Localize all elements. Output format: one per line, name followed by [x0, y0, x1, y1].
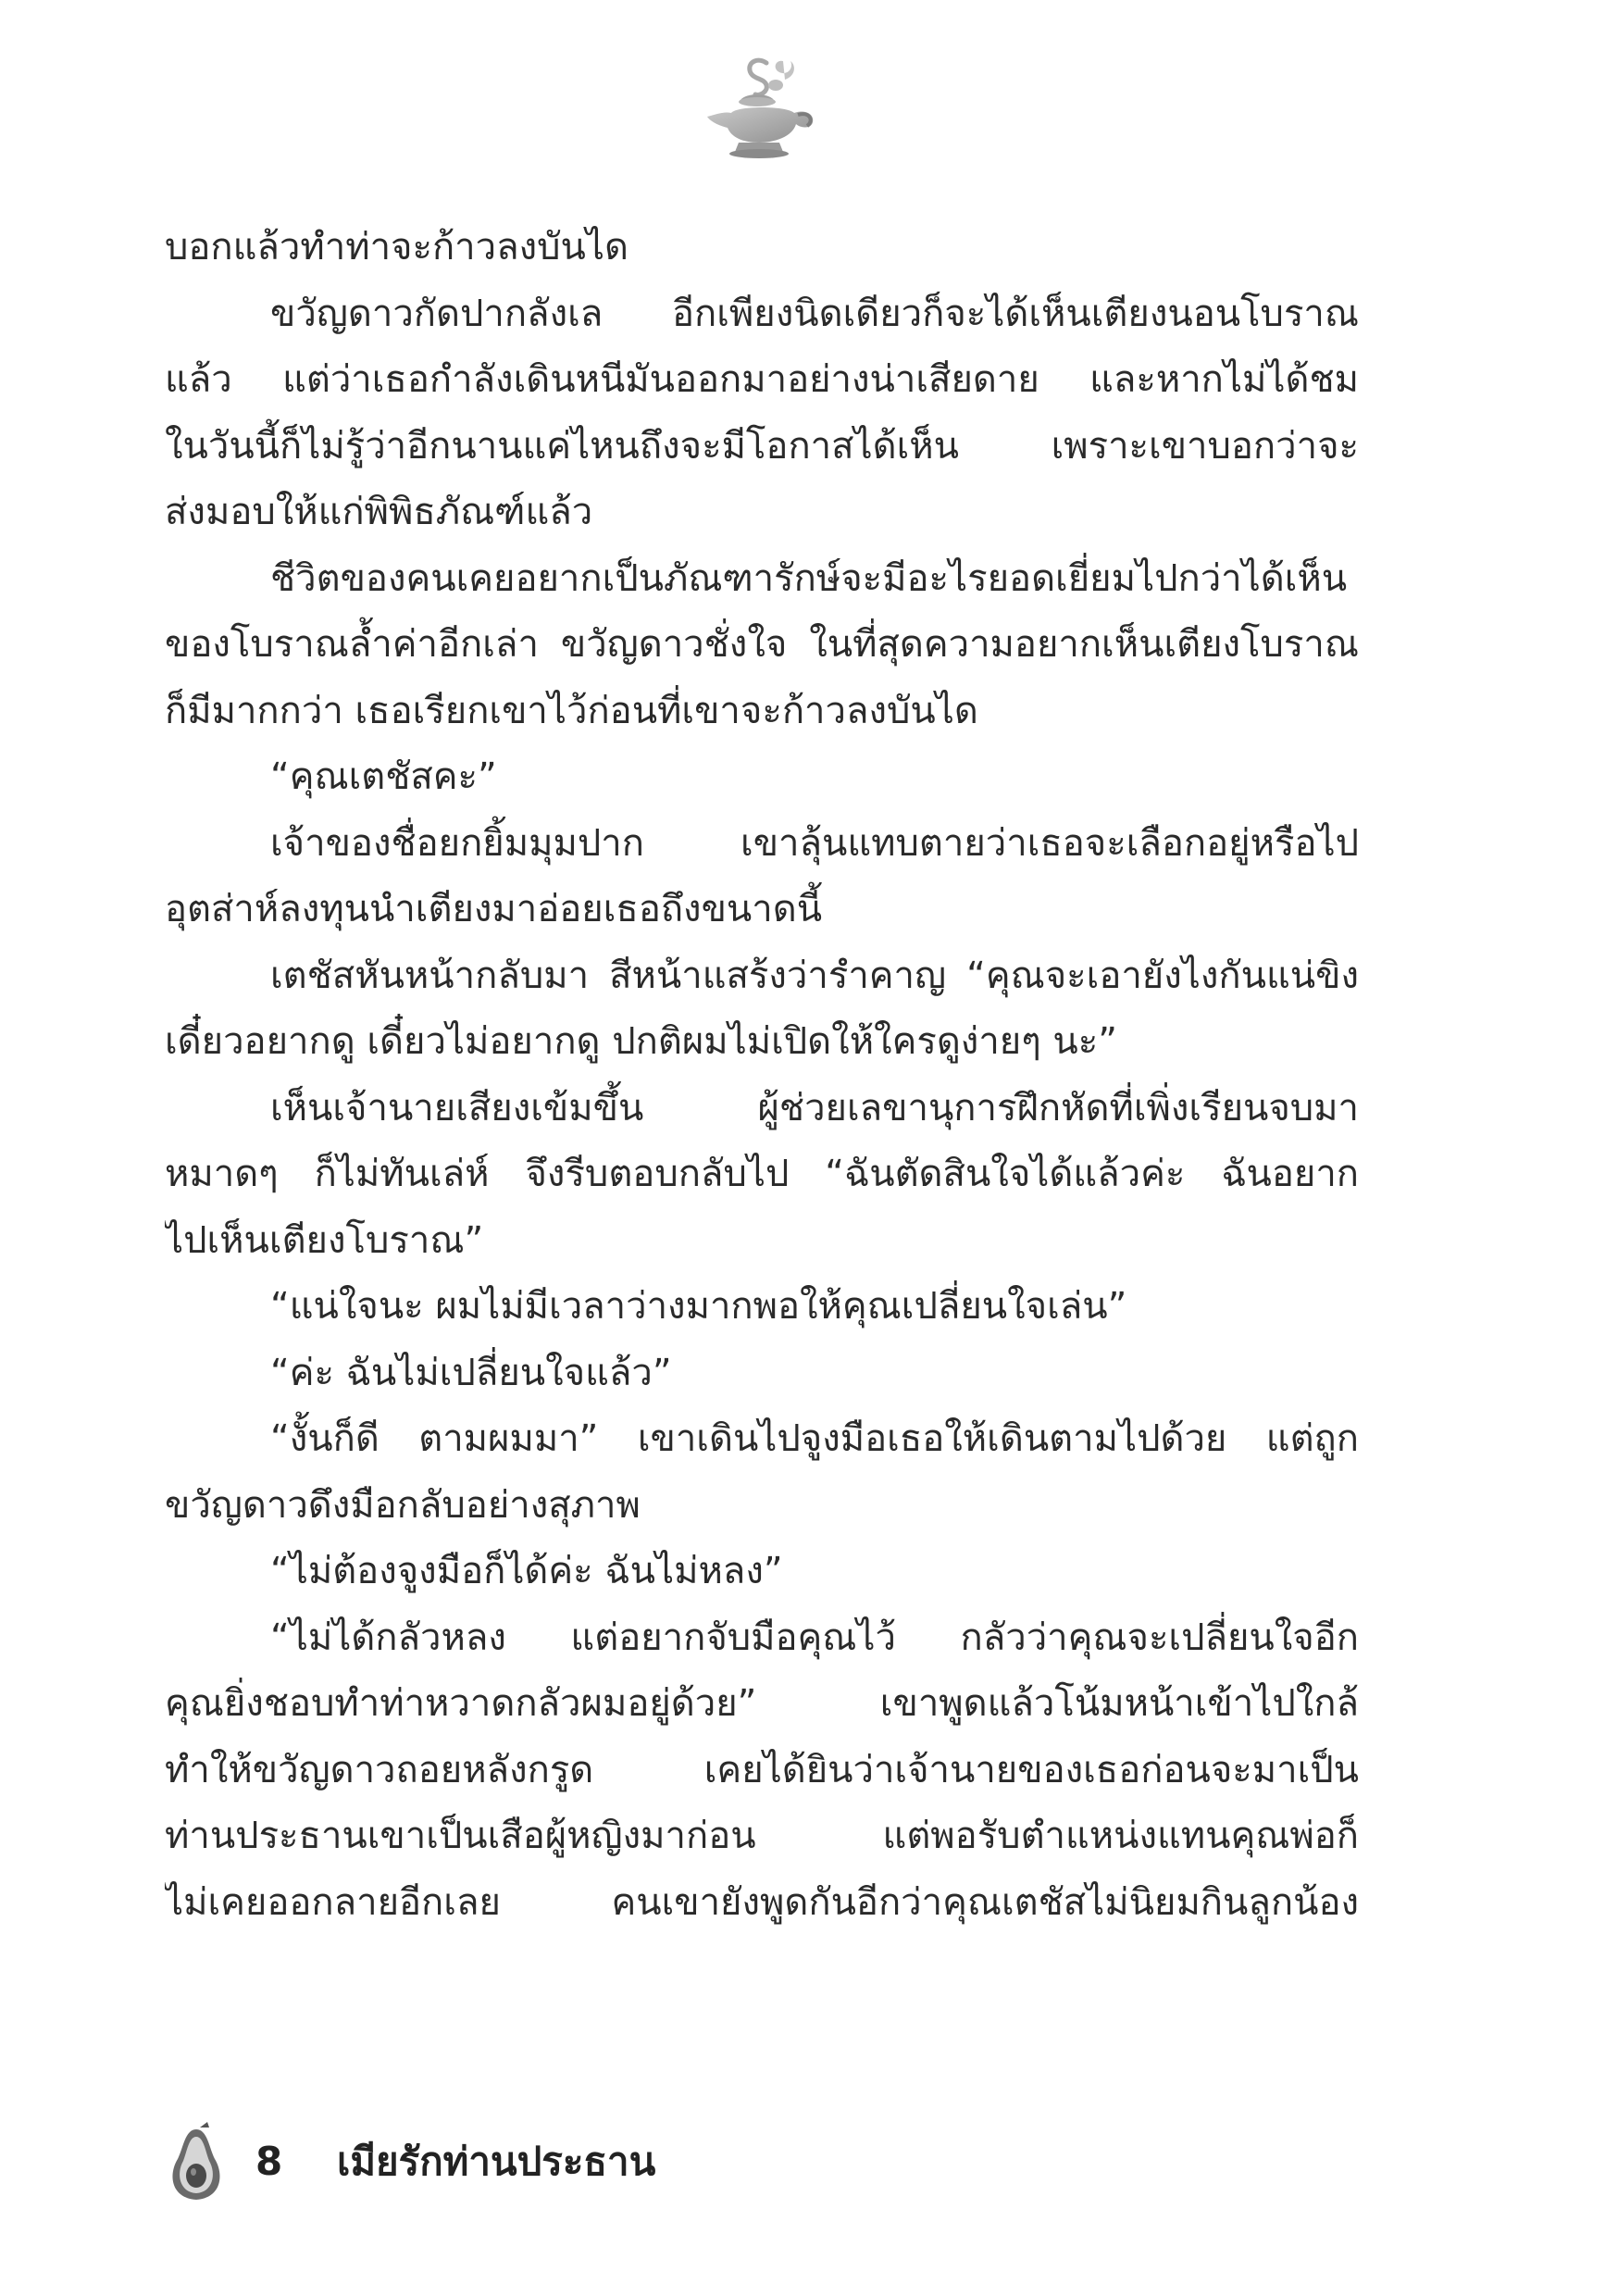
text-line: ก็มีมากกว่า เธอเรียกเขาไว้ก่อนที่เขาจะก้าวลงบันได	[165, 689, 978, 732]
text-line: ขวัญดาวกัดปากลังเล อีกเพียงนิดเดียวก็จะได้เห็นเตียงนอนโบราณ	[270, 292, 1359, 335]
text-line: ทำให้ขวัญดาวถอยหลังกรูด เคยได้ยินว่าเจ้านายของเธอก่อนจะมาเป็น	[165, 1748, 1359, 1791]
text-line: “ไม่ได้กลัวหลง แต่อยากจับมือคุณไว้ กลัวว่าคุณจะเปลี่ยนใจอีก	[270, 1616, 1359, 1659]
text-line: ของโบราณล้ำค่าอีกเล่า ขวัญดาวชั่งใจ ในที่สุดความอยากเห็นเตียงโบราณ	[165, 623, 1359, 666]
text-line: “คุณเตชัสคะ”	[270, 755, 497, 798]
text-line: เตชัสหันหน้ากลับมา สีหน้าแสร้งว่ารำคาญ “คุณจะเอายังไงกันแน่ขิง	[270, 954, 1359, 997]
text-line: อุตส่าห์ลงทุนนำเตียงมาอ่อยเธอถึงขนาดนี้	[165, 888, 823, 930]
text-line: ขวัญดาวดึงมือกลับอย่างสุภาพ	[165, 1483, 641, 1527]
text-line: ไม่เคยออกลายอีกเลย คนเขายังพูดกันอีกว่าคุณเตชัสไม่นิยมกินลูกน้อง	[165, 1880, 1359, 1924]
body-text	[165, 215, 1359, 2103]
genie-lamp-ornament-icon	[694, 56, 824, 167]
book-title: เมียรักท่านประธาน	[337, 2139, 656, 2184]
text-line: บอกแล้วทำท่าจะก้าวลงบันได	[165, 226, 629, 268]
text-line: เดี๋ยวอยากดู เดี๋ยวไม่อยากดู ปกติผมไม่เปิดให้ใครดูง่ายๆ นะ”	[165, 1020, 1117, 1063]
text-line: “ไม่ต้องจูงมือก็ได้ค่ะ ฉันไม่หลง”	[270, 1550, 783, 1592]
text-line: ในวันนี้ก็ไม่รู้ว่าอีกนานแค่ไหนถึงจะมีโอกาสได้เห็น เพราะเขาบอกว่าจะ	[165, 424, 1359, 468]
text-line: ไปเห็นเตียงโบราณ”	[165, 1218, 484, 1262]
text-line: “งั้นก็ดี ตามผมมา” เขาเดินไปจูงมือเธอให้เดินตามไปด้วย แต่ถูก	[270, 1417, 1359, 1460]
text-line: คุณยิ่งชอบทำท่าหวาดกลัวผมอยู่ด้วย” เขาพูดแล้วโน้มหน้าเข้าไปใกล้	[165, 1682, 1359, 1725]
page-footer	[159, 2120, 992, 2203]
text-line: แล้ว แต่ว่าเธอกำลังเดินหนีมันออกมาอย่างน่าเสียดาย และหากไม่ได้ชม	[165, 358, 1359, 401]
text-line: ส่งมอบให้แก่พิพิธภัณฑ์แล้ว	[165, 491, 593, 533]
text-line: เจ้าของชื่อยกยิ้มมุมปาก เขาลุ้นแทบตายว่าเธอจะเลือกอยู่หรือไป	[270, 821, 1359, 865]
text-line: “ค่ะ ฉันไม่เปลี่ยนใจแล้ว”	[270, 1351, 672, 1394]
text-line: เห็นเจ้านายเสียงเข้มขึ้น ผู้ช่วยเลขานุการฝึกหัดที่เพิ่งเรียนจบมา	[270, 1086, 1359, 1129]
text-line: ท่านประธานเขาเป็นเสือผู้หญิงมาก่อน แต่พอรับตำแหน่งแทนคุณพ่อก็	[165, 1815, 1359, 1857]
text-line: “แน่ใจนะ ผมไม่มีเวลาว่างมากพอให้คุณเปลี่ยนใจเล่น”	[270, 1285, 1127, 1328]
avocado-icon	[159, 2120, 233, 2203]
page-number: 8	[255, 2139, 283, 2184]
text-line: หมาดๆ ก็ไม่ทันเล่ห์ จึงรีบตอบกลับไป “ฉันตัดสินใจได้แล้วค่ะ ฉันอยาก	[165, 1153, 1359, 1195]
text-line: ชีวิตของคนเคยอยากเป็นภัณฑารักษ์จะมีอะไรยอดเยี่ยมไปกว่าได้เห็น	[270, 556, 1348, 600]
